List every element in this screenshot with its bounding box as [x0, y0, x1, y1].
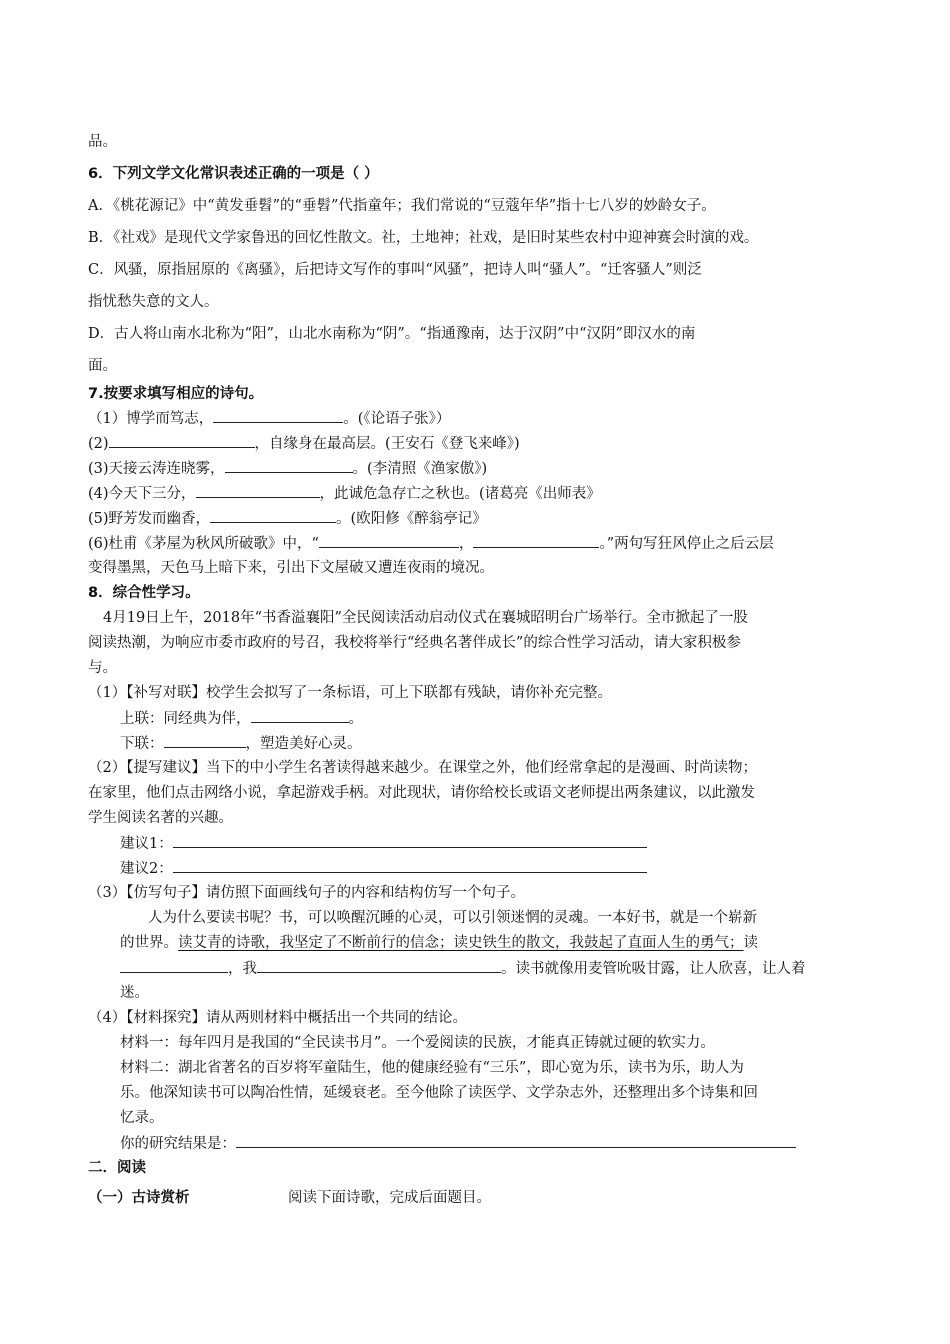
- q7-item-4: (4)今天下三分， ，此诚危急存亡之秋也。(诸葛亮《出师表》: [88, 483, 601, 504]
- q8-part-4: （4）【材料探究】请从两则材料中概括出一个共同的结论。: [88, 1010, 467, 1026]
- q7-item-2: (2) ，自缘身在最高层。(王安石《登飞来峰》): [88, 433, 520, 454]
- answer-blank[interactable]: [210, 508, 336, 523]
- q6-option-d-cont: 面。: [88, 358, 117, 374]
- suggestion-1: 建议1：: [120, 833, 647, 854]
- section-2-1-instruction: 阅读下面诗歌，完成后面题目。: [288, 1190, 491, 1206]
- q8-part-3: （3）【仿写句子】请仿照下面画线句子的内容和结构仿写一个句子。: [88, 885, 525, 901]
- q7-item-5: (5)野芳发而幽香， 。(欧阳修《醉翁亭记》: [88, 508, 487, 529]
- q8-paragraph-cont: 与。: [88, 660, 117, 676]
- q8-part-2: （2）【提写建议】当下的中小学生名著读得越来越少。在课堂之外，他们经常拿起的是漫画、时尚读物；: [88, 760, 757, 776]
- answer-blank[interactable]: [473, 533, 599, 548]
- text-line: 品。: [88, 134, 117, 150]
- q7-item-6: (6)杜甫《茅屋为秋风所破歌》中，“ ， 。”两句写狂风停止之后云层: [88, 533, 774, 554]
- q8-part-2-cont: 学生阅读名著的兴趣。: [88, 810, 233, 826]
- couplet-lower: 下联： ，塑造美好心灵。: [120, 733, 362, 754]
- q6-option-b: B．《社戏》是现代文学家鲁迅的回忆性散文。社，土地神；社戏，是旧时某些农村中迎神赛会时演的戏。: [88, 230, 759, 246]
- q7-item-6-cont: 变得墨黑，天色马上暗下来，引出下文屋破又遭连夜雨的境况。: [88, 560, 494, 576]
- q8-part-2-cont: 在家里，他们点击网络小说，拿起游戏手柄。对此现状，请你给校长或语文老师提出两条建议，以此激发: [88, 785, 755, 801]
- q7-item-3: (3)天接云涛连晓雾， 。(李清照《渔家傲》): [88, 458, 487, 479]
- answer-blank[interactable]: [164, 733, 246, 748]
- couplet-upper: 上联：同经典为伴， 。: [120, 708, 363, 729]
- underlined-sentence: 读艾青的诗歌，我坚定了不断前行的信念；读史铁生的散文，我鼓起了直面人生的勇气；: [178, 935, 744, 951]
- material-1: 材料一：每年四月是我国的“全民读书月”。一个爱阅读的民族，才能真正铸就过硬的软实力。: [120, 1035, 715, 1051]
- q7-item-1: （1）博学而笃志， 。(《论语子张》）: [88, 408, 450, 429]
- question-6-title: 6．下列文学文化常识表述正确的一项是（ ）: [88, 166, 379, 182]
- q8-paragraph: 4月19日上午，2018年“书香溢襄阳”全民阅读活动启动仪式在襄城昭明台广场举行。全市掀起了一股: [103, 610, 748, 626]
- question-8-title: 8．综合性学习。: [88, 585, 200, 601]
- section-2-1-heading: （一）古诗赏析: [88, 1190, 190, 1206]
- answer-blank[interactable]: [257, 958, 501, 973]
- answer-blank[interactable]: [173, 858, 647, 873]
- answer-blank[interactable]: [225, 458, 353, 473]
- answer-blank[interactable]: [319, 533, 459, 548]
- question-7-title: 7.按要求填写相应的诗句。: [88, 386, 264, 402]
- q6-option-c-cont: 指忧愁失意的文人。: [88, 294, 219, 310]
- answer-blank[interactable]: [173, 833, 647, 848]
- q8-part-3-paragraph: 人为什么要读书呢？书，可以唤醒沉睡的心灵，可以引领迷惘的灵魂。一本好书，就是一个崭新: [148, 910, 757, 926]
- answer-blank[interactable]: [251, 708, 349, 723]
- q8-part-1: （1）【补写对联】校学生会拟写了一条标语，可上下联都有残缺，请你补充完整。: [88, 685, 612, 701]
- answer-blank[interactable]: [120, 958, 228, 973]
- q8-paragraph-cont: 阅读热潮，为响应市委市政府的号召，我校将举行“经典名著伴成长”的综合性学习活动，请大家积极参: [88, 635, 741, 651]
- q6-option-a: A．《桃花源记》中“黄发垂髫”的“垂髫”代指童年；我们常说的“豆蔻年华”指十七八岁的妙龄女子。: [88, 198, 716, 214]
- material-2-cont: 忆录。: [120, 1110, 164, 1126]
- q6-option-c: C．风骚，原指屈原的《离骚》，后把诗文写作的事叫“风骚”，把诗人叫“骚人”。“迁客骚人”则泛: [88, 262, 702, 278]
- research-result: 你的研究结果是：: [120, 1133, 796, 1154]
- answer-blank[interactable]: [236, 1133, 796, 1148]
- q8-part-3-paragraph-cont: 的世界。读艾青的诗歌，我坚定了不断前行的信念；读史铁生的散文，我鼓起了直面人生的勇气；读: [120, 935, 758, 951]
- q6-option-d: D．古人将山南水北称为“阳”，山北水南称为“阴”。“指通豫南，达于汉阴”中“汉阴”即汉水的南: [88, 326, 696, 342]
- q8-part-3-paragraph-cont: ，我 。读书就像用麦管吮吸甘露，让人欣喜，让人着: [120, 958, 806, 979]
- suggestion-2: 建议2：: [120, 858, 647, 879]
- q8-part-3-paragraph-cont: 迷。: [120, 985, 149, 1001]
- material-2: 材料二：湖北省著名的百岁将军童陆生，他的健康经验有“三乐”，即心宽为乐，读书为乐，助人为: [120, 1060, 744, 1076]
- answer-blank[interactable]: [196, 483, 320, 498]
- answer-blank[interactable]: [109, 433, 255, 448]
- section-2-heading: 二．阅读: [88, 1160, 146, 1176]
- answer-blank[interactable]: [213, 408, 343, 423]
- material-2-cont: 乐。他深知读书可以陶冶性情，延缓衰老。至今他除了读医学、文学杂志外，还整理出多个诗集和回: [120, 1085, 758, 1101]
